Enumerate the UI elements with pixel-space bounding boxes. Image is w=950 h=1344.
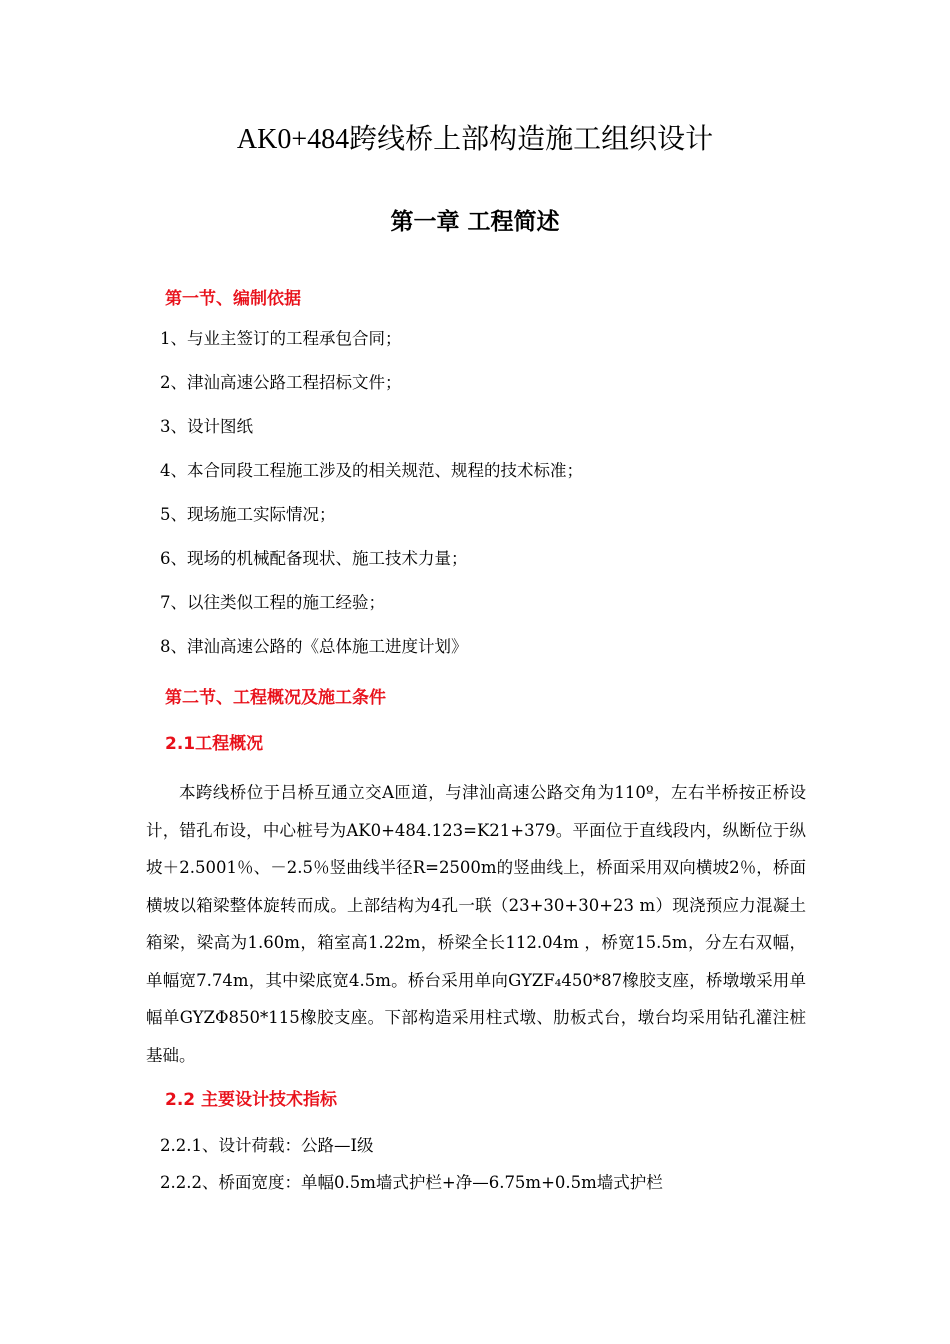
project-overview-paragraph: 本跨线桥位于吕桥互通立交A匝道，与津汕高速公路交角为110º，左右半桥按正桥设计，错孔布设，中心桩号为AK0+484.123=K21+379。平面位于直线段内，纵断位于纵坡＋2.5001％、－2.5％竖曲线半径R=2500m的竖曲线上，桥面采用双向横坡2％，桥面横坡以箱梁整体旋转而成。上部结构为4孔一联（23+30+30+23 m）现浇预应力混凝土箱梁，梁高为1.60m，箱室高1.22m，桥梁全长112.04m ，桥宽15.5m，分左右双幅，单幅宽7.74m，其中梁底宽4.5m。桥台采用单向GYZF₄450*87橡胶支座，桥墩墩采用单幅单GYZΦ850*115橡胶支座。下部构造采用柱式墩、肋板式台，墩台均采用钻孔灌注桩基础。 — [146, 783, 806, 1065]
list-item: 3、设计图纸 — [160, 417, 253, 436]
list-item: 4、本合同段工程施工涉及的相关规范、规程的技术标准； — [160, 461, 583, 480]
list-item: 1、与业主签订的工程承包合同； — [160, 329, 402, 348]
spec-item: 2.2.1、设计荷载：公路—I级 — [160, 1136, 374, 1155]
list-item: 2、津汕高速公路工程招标文件； — [160, 373, 402, 392]
list-item: 8、津汕高速公路的《总体施工进度计划》 — [160, 637, 468, 656]
list-item: 7、以往类似工程的施工经验； — [160, 593, 385, 612]
subsection-heading-design-indicators: 2.2 主要设计技术指标 — [165, 1090, 338, 1110]
section-heading-overview: 第二节、工程概况及施工条件 — [165, 688, 386, 708]
spec-item: 2.2.2、桥面宽度：单幅0.5m墙式护栏+净—6.75m+0.5m墙式护栏 — [160, 1173, 663, 1192]
subsection-heading-project-overview: 2.1工程概况 — [165, 734, 264, 754]
chapter-title: 第一章 工程简述 — [390, 209, 560, 235]
document-title: AK0+484跨线桥上部构造施工组织设计 — [236, 124, 714, 155]
list-item: 5、现场施工实际情况； — [160, 505, 336, 524]
list-item: 6、现场的机械配备现状、施工技术力量； — [160, 549, 468, 568]
section-heading-basis: 第一节、编制依据 — [165, 289, 301, 309]
